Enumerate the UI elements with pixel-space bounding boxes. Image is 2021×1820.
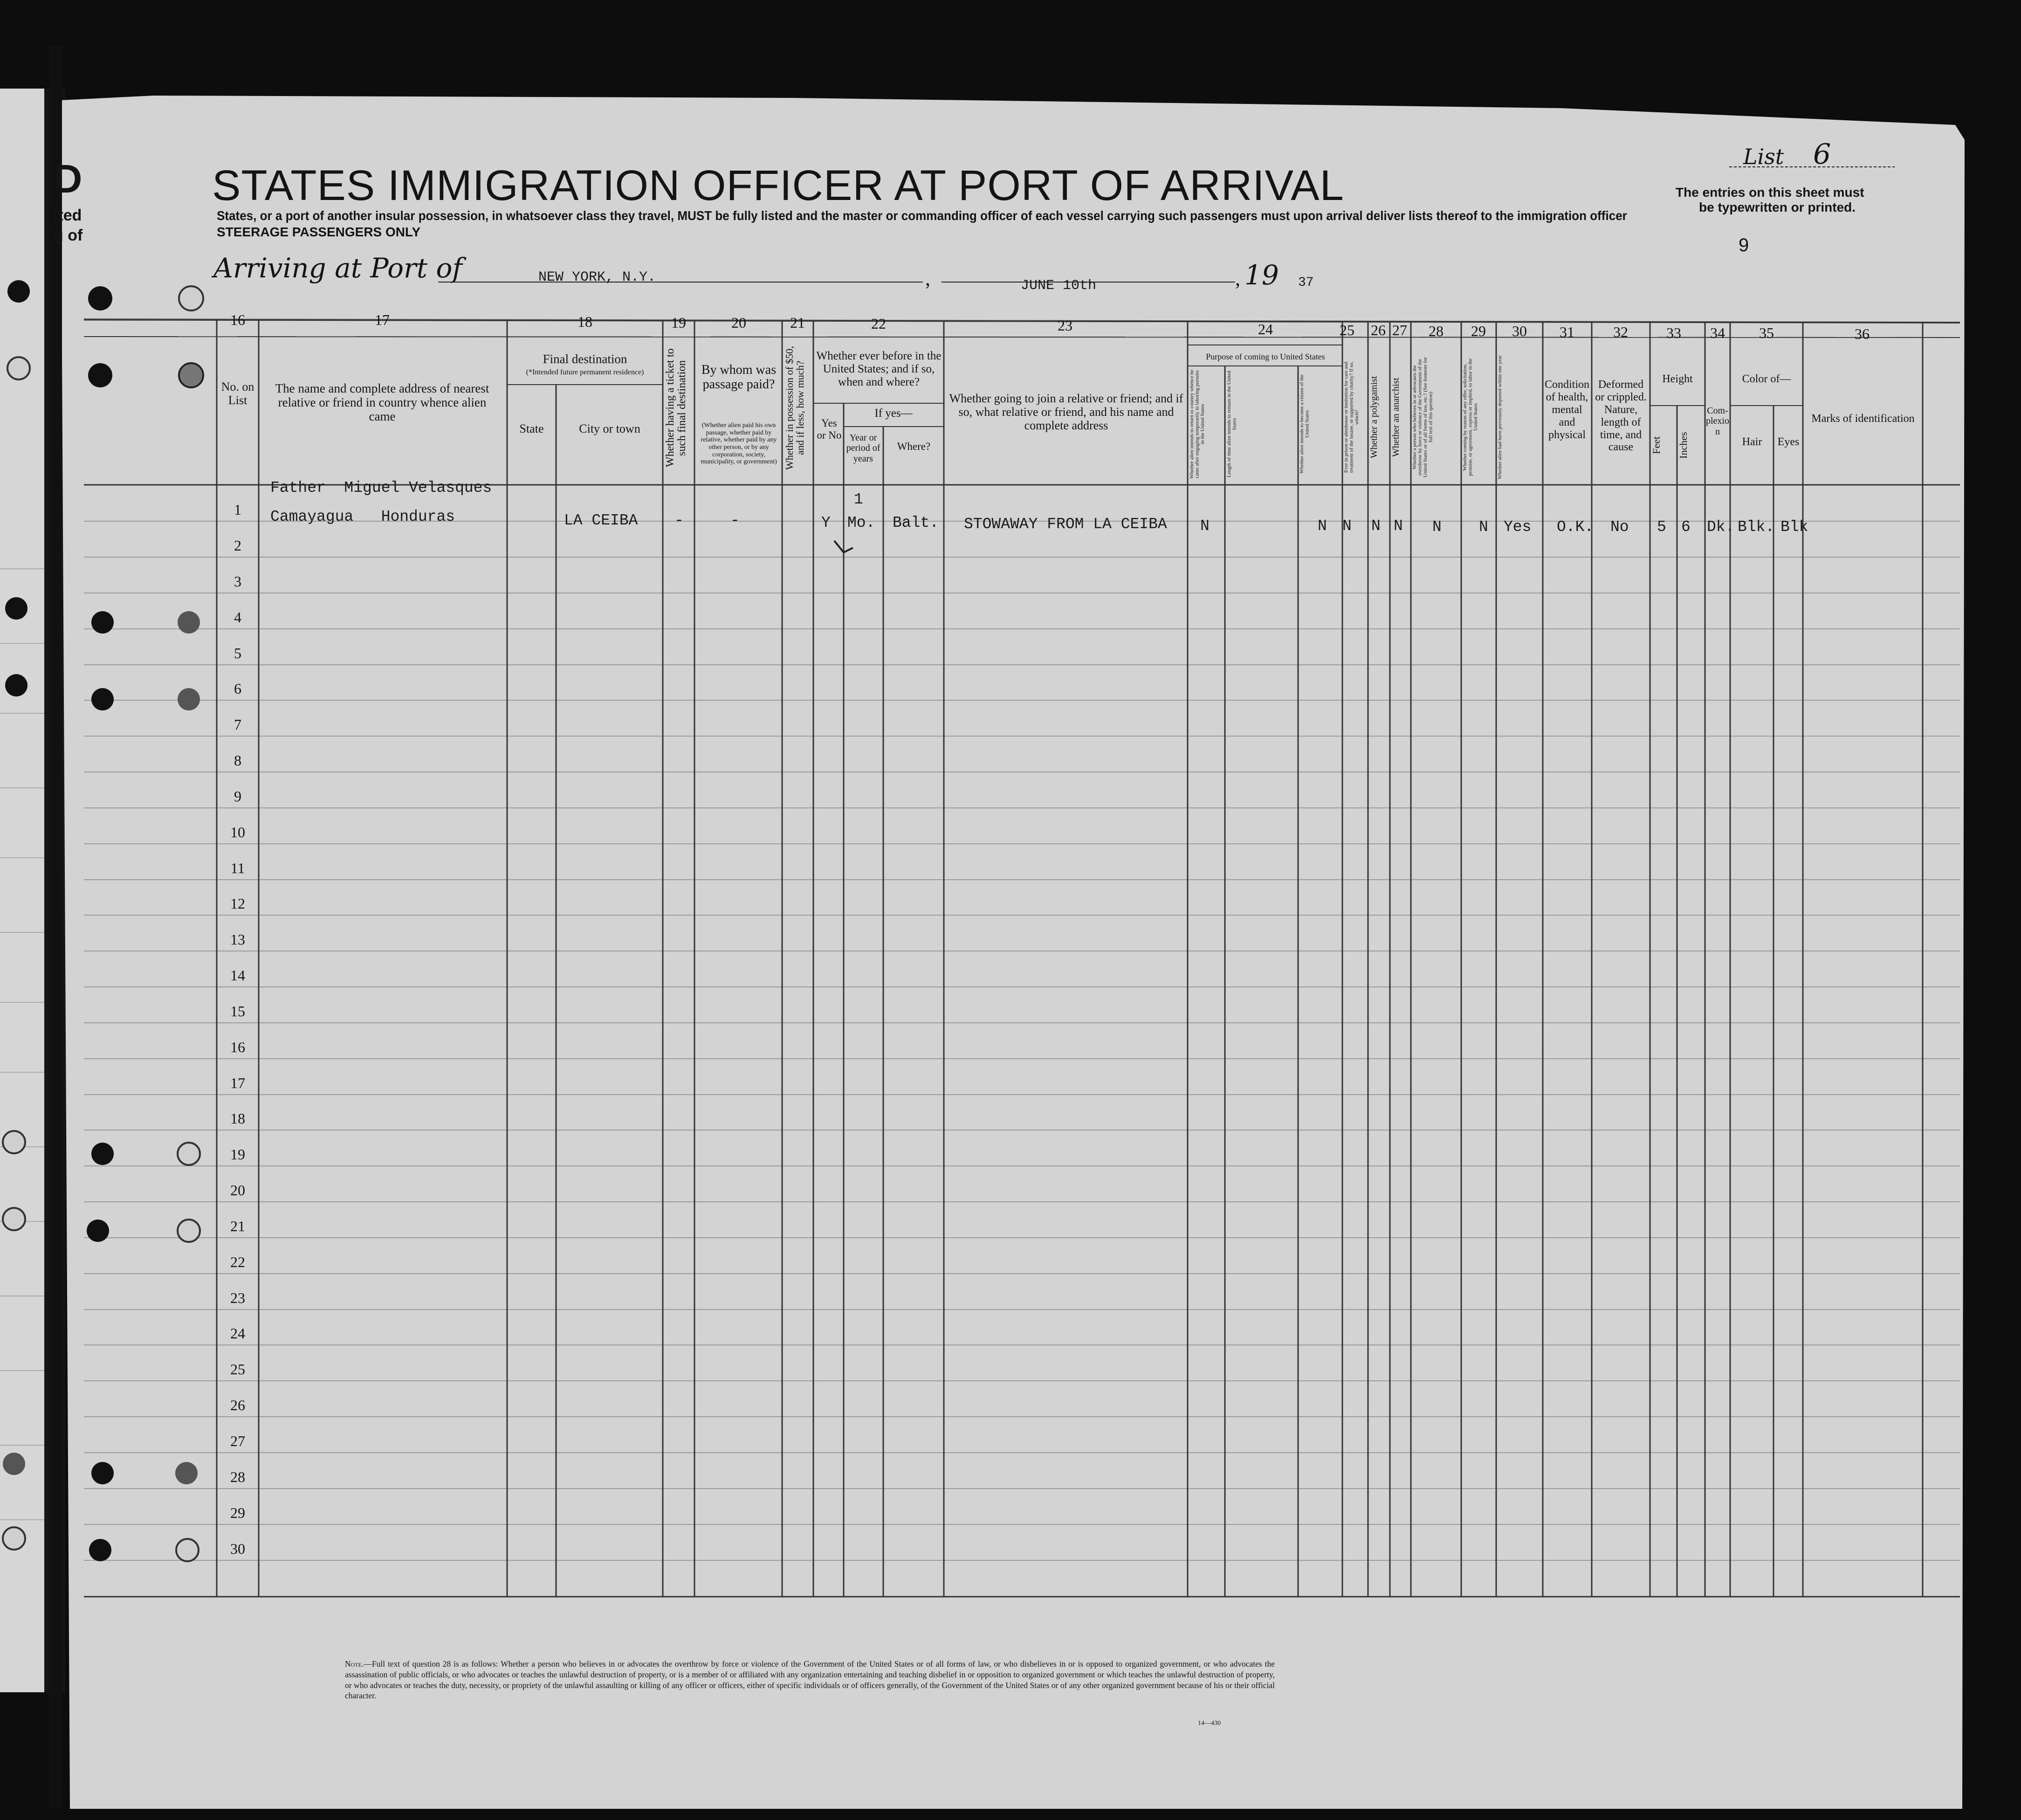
entry-joining: STOWAWAY FROM LA CEIBA — [964, 516, 1167, 533]
entry-period-unit: Mo. — [847, 514, 875, 531]
header-eyes: Eyes — [1777, 436, 1800, 448]
column-number: 21 — [790, 314, 805, 331]
form-number: 14—430 — [1198, 1720, 1221, 1727]
typewritten-note: The entries on this sheet must — [1676, 185, 1864, 200]
header-yes-no: Yes or No — [817, 417, 842, 441]
row-number: 8 — [234, 752, 241, 769]
sheet-number: 9 — [1739, 235, 1749, 255]
footnote-lead: Note. — [345, 1659, 364, 1668]
footnote — [345, 1659, 1275, 1701]
footnote-text: —Full text of question 28 is as follows: Whether a person who believes in or advocates the overthrow by force or violence of the Government of the United States or of all forms of law, or who disbelieves in or is opposed to organized government, or who advocates the assassination of public officials, or who advocates or teaches the unlawful destruction of property, or is a member of or affiliated with any organization entertaining and teaching disbelief in or opposition to organized government or which teaches the unlawful destruction of property, or who advocates or teaches the duty, necessity, or propriety of the unlawful assaulting or killing of any officer or officers, either of specific individuals or of officers generally, of the Government of the United States or of any other organized government because of his or their official character. — [345, 1659, 1275, 1701]
column-number: 29 — [1471, 323, 1486, 339]
entry-relative-address: Camayagua Honduras — [270, 508, 455, 525]
column-number: 32 — [1613, 324, 1628, 340]
header-ticket: Whether having a ticket to such final destination — [664, 348, 688, 468]
row-number: 24 — [230, 1325, 245, 1342]
header-color-of: Color of— — [1742, 373, 1791, 385]
column-number: 36 — [1855, 325, 1870, 342]
header-deported: Whether alien had been previously deported within one year — [1497, 355, 1503, 479]
entry-citizen-intent: N — [1318, 517, 1327, 535]
header-purpose-a: Whether alien intends to return to country whence he came after engaging temporarily in laboring pursuits in the United States — [1189, 370, 1206, 479]
entry-eyes: Blk — [1780, 518, 1808, 536]
left-page-fragment: g of — [54, 227, 83, 244]
header-polygamist: Whether a polygamist — [1369, 376, 1379, 459]
column-number: 25 — [1340, 322, 1354, 338]
left-page-fragment: D — [54, 157, 82, 201]
port-value: NEW YORK, N.Y. — [538, 269, 656, 285]
header-state: State — [519, 422, 544, 435]
header-feet: Feet — [1650, 436, 1662, 454]
entry-city: LA CEIBA — [564, 512, 638, 529]
entry-where: Balt. — [893, 514, 939, 531]
entry-feet: 5 — [1657, 518, 1666, 536]
header-height: Height — [1662, 373, 1693, 385]
entry-ticket: - — [674, 512, 684, 529]
header-joining: Whether going to join a relative or friend; and if so, what relative or friend, and his name and complete address — [949, 392, 1183, 433]
header-prison: Ever in prison or almshouse or institution for care and treatment of the insane, or supported by charity? If so, which? — [1343, 361, 1360, 473]
column-number: 19 — [671, 314, 686, 331]
column-number: 31 — [1560, 324, 1574, 340]
entry-overthrow: N — [1432, 518, 1442, 536]
entry-health: O.K. — [1557, 518, 1594, 536]
entry-complexion: Dk. — [1707, 518, 1735, 536]
header-anarchist: Whether an anarchist — [1391, 378, 1401, 457]
row-number: 30 — [230, 1540, 245, 1557]
left-page-fragment: ited — [54, 207, 82, 224]
entry-deported: Yes — [1504, 518, 1532, 536]
entry-deformed: No — [1610, 518, 1629, 536]
header-if-yes: If yes— — [874, 407, 913, 420]
row-number: 2 — [234, 537, 241, 554]
column-number: 24 — [1258, 321, 1273, 338]
row-number: 20 — [230, 1182, 245, 1199]
instructions-line2: STEERAGE PASSENGERS ONLY — [217, 225, 421, 239]
row-number: 27 — [230, 1433, 245, 1449]
header-passage-paid: By whom was passage paid? — [701, 363, 777, 392]
row-number: 16 — [230, 1039, 245, 1055]
column-number: 33 — [1666, 324, 1681, 341]
row-number: 7 — [234, 716, 241, 733]
header-final-destination: Final destination — [543, 352, 627, 366]
header-list-no: No. on List — [221, 380, 254, 407]
year-suffix: 37 — [1298, 276, 1314, 290]
comma: , — [1235, 267, 1240, 290]
header-complexion: Com-plexion — [1706, 406, 1729, 437]
row-number: 5 — [234, 645, 241, 662]
header-relative-address: The name and complete address of nearest relative or friend in country whence alien came — [275, 381, 489, 424]
arriving-label: Arriving at Port of — [213, 252, 462, 284]
row-number: 13 — [230, 931, 245, 948]
row-number: 26 — [230, 1397, 245, 1413]
header-city: City or town — [579, 422, 640, 435]
year-prefix: 19 — [1244, 259, 1279, 291]
column-number: 27 — [1392, 322, 1407, 338]
header-marks: Marks of identification — [1811, 413, 1915, 425]
row-number: 6 — [234, 680, 241, 697]
header-deformed: Deformed or crippled. Nature, length of time, and cause — [1595, 379, 1647, 454]
document-sheet — [61, 96, 1965, 1809]
column-number: 28 — [1429, 323, 1444, 339]
row-number: 3 — [234, 573, 241, 590]
header-year-period: Year or period of years — [846, 433, 880, 464]
header-fifty-dollars: Whether in possession of $50, and if less, how much? — [784, 346, 806, 470]
header-where: Where? — [897, 441, 931, 452]
entry-offer: N — [1479, 518, 1488, 536]
row-number: 4 — [234, 609, 241, 626]
row-number: 12 — [230, 895, 245, 912]
list-number: 6 — [1813, 138, 1831, 171]
entry-ever-before: Y — [821, 514, 831, 531]
row-number: 23 — [230, 1289, 245, 1306]
date-value: JUNE 10th — [1021, 278, 1097, 294]
row-number: 17 — [230, 1075, 245, 1091]
entry-relative: Father Miguel Velasques — [270, 479, 492, 496]
entry-polygamist: N — [1371, 517, 1381, 535]
column-number: 18 — [577, 313, 592, 330]
row-number: 29 — [230, 1504, 245, 1521]
column-number: 35 — [1759, 324, 1774, 341]
column-number: 30 — [1512, 323, 1527, 339]
row-number: 19 — [230, 1146, 245, 1163]
header-purpose-b: Length of time alien intends to remain in the United States — [1226, 371, 1237, 478]
header-passage-paid-note: (Whether alien paid his own passage, whether paid by relative, whether paid by any other person, or by any corporation, society, municipality, or government) — [701, 422, 777, 466]
header-purpose-c: Whether alien intends to become a citizen of the United States — [1299, 374, 1310, 474]
row-number: 25 — [230, 1361, 245, 1378]
header-inches: Inches — [1677, 432, 1689, 459]
entry-anarchist: N — [1394, 517, 1403, 535]
instructions-line1: States, or a port of another insular possession, in whatsoever class they travel, MUST be fully listed and the master or commanding officer of each vessel carrying such passengers must upon arrival deliver lists thereof to the immigration officer — [217, 208, 1627, 223]
list-label: List — [1743, 144, 1784, 169]
column-number: 16 — [230, 311, 245, 328]
row-number: 18 — [230, 1110, 245, 1127]
entry-prison: N — [1342, 517, 1352, 535]
header-health: Condition of health, mental and physical — [1544, 379, 1589, 441]
entry-hair: Blk. — [1738, 518, 1775, 536]
row-number: 11 — [230, 860, 245, 876]
comma: , — [925, 267, 930, 290]
left-page-edge — [0, 89, 44, 1692]
column-number: 20 — [731, 314, 746, 331]
column-number: 17 — [375, 311, 390, 328]
row-number: 21 — [230, 1218, 245, 1234]
row-number: 22 — [230, 1254, 245, 1270]
row-number: 15 — [230, 1003, 245, 1020]
header-hair: Hair — [1742, 436, 1762, 448]
row-number: 28 — [230, 1468, 245, 1485]
header-offer: Whether coming by reason of any offer, solicitation, promise, or agreement, express or implied, to labor in the United States — [1462, 358, 1479, 476]
header-ever-before: Whether ever before in the United States; and if so, when and where? — [816, 350, 942, 388]
column-number: 26 — [1371, 322, 1386, 338]
entry-period: 1 — [854, 491, 863, 508]
header-final-destination-note: (*Intended future permanent residence) — [526, 368, 644, 376]
entry-return-intent: N — [1200, 517, 1210, 535]
row-number: 14 — [230, 967, 245, 984]
entry-inches: 6 — [1681, 518, 1691, 536]
row-number: 10 — [230, 824, 245, 841]
column-number: 23 — [1058, 317, 1072, 334]
column-number: 22 — [871, 315, 886, 332]
header-purpose: Purpose of coming to United States — [1206, 352, 1325, 361]
header-overthrow: Whether a person who believes in or advocates the overthrow by force or violence of the Government of the United States or of all forms of law, etc.? (See footnote for full text of this question) — [1412, 357, 1434, 478]
page-title: STATES IMMIGRATION OFFICER AT PORT OF ARRIVAL — [212, 162, 1344, 209]
row-number: 9 — [234, 788, 241, 805]
typewritten-note: be typewritten or printed. — [1699, 200, 1856, 214]
entry-passage-paid: - — [730, 512, 740, 529]
row-number: 1 — [234, 501, 241, 518]
column-number: 34 — [1710, 324, 1725, 341]
